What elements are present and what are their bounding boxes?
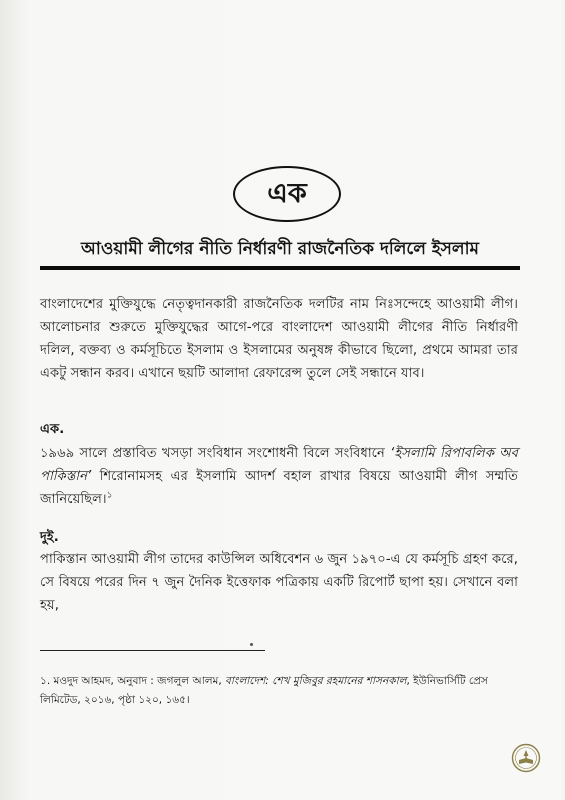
page-speck [250, 643, 253, 646]
section-one-paragraph [40, 442, 518, 511]
chapter-title: আওয়ামী লীগের নীতি নির্ধারণী রাজনৈতিক দলিলে ইসলাম [40, 234, 520, 270]
footnote-text-after: , ইউনিভার্সিটি প্রেস লিমিটেড, ২০১৬, পৃষ্ঠা ১২০, ১৬৫। [40, 675, 488, 706]
section-two-paragraph: পাকিস্তান আওয়ামী লীগ তাদের কাউন্সিল অধিবেশন ৬ জুন ১৯৭০-এ যে কর্মসূচি গ্রহণ করে, সে বিষয়ে পরের দিন ৭ জুন দৈনিক ইত্তেফাক পত্রিকায় একটি রিপোর্ট ছাপা হয়। সেখানে বলা হয়, [40, 552, 518, 613]
intro-paragraph: বাংলাদেশের মুক্তিযুদ্ধে নেতৃত্বদানকারী রাজনৈতিক দলটির নাম নিঃসন্দেহে আওয়ামী লীগ। আলোচনার শুরুতে মুক্তিযুদ্ধের আগে-পরে বাংলাদেশ আওয়ামী লীগের নীতি নির্ধারণী দলিল, বক্তব্য ও কর্মসূচিতে ইসলাম ও ইসলামের অনুষঙ্গ কীভাবে ছিলো, প্রথমে আমরা তার একটু সন্ধান করব। এখানে ছয়টি আলাদা রেফারেন্স তুলে সেই সন্ধানে যাব। [40, 297, 518, 381]
footnote-text-before: মওদুদ আহমদ, অনুবাদ : জগলুল আলম, [50, 675, 226, 687]
section-two-label: দুই. [40, 530, 59, 545]
chapter-number: এক [267, 177, 307, 209]
footnote-reference[interactable]: ১ [106, 490, 113, 501]
section-one-italic-title: ‘ইসলামি রিপাবলিক অব পাকিস্তান’ [40, 446, 518, 484]
section-one-label: এক. [40, 422, 65, 437]
chapter-number-badge [233, 166, 341, 222]
section-one-text-before: ১৯৬৯ সালে প্রস্তাবিত খসড়া সংবিধান সংশোধনী বিলে সংবিধানে [40, 446, 391, 461]
book-logo-icon [511, 743, 541, 773]
footnote-divider [40, 650, 265, 651]
footnote-marker: ১. [40, 675, 51, 687]
footnote-book-title: বাংলাদেশ: শেখ মুজিবুর রহমানের শাসনকাল [225, 675, 407, 687]
footnote [40, 672, 520, 710]
section-one-text-after: শিরোনামসহ এর ইসলামি আদর্শ বহাল রাখার বিষয়ে আওয়ামী লীগ সম্মতি জানিয়েছিল। [40, 469, 518, 507]
